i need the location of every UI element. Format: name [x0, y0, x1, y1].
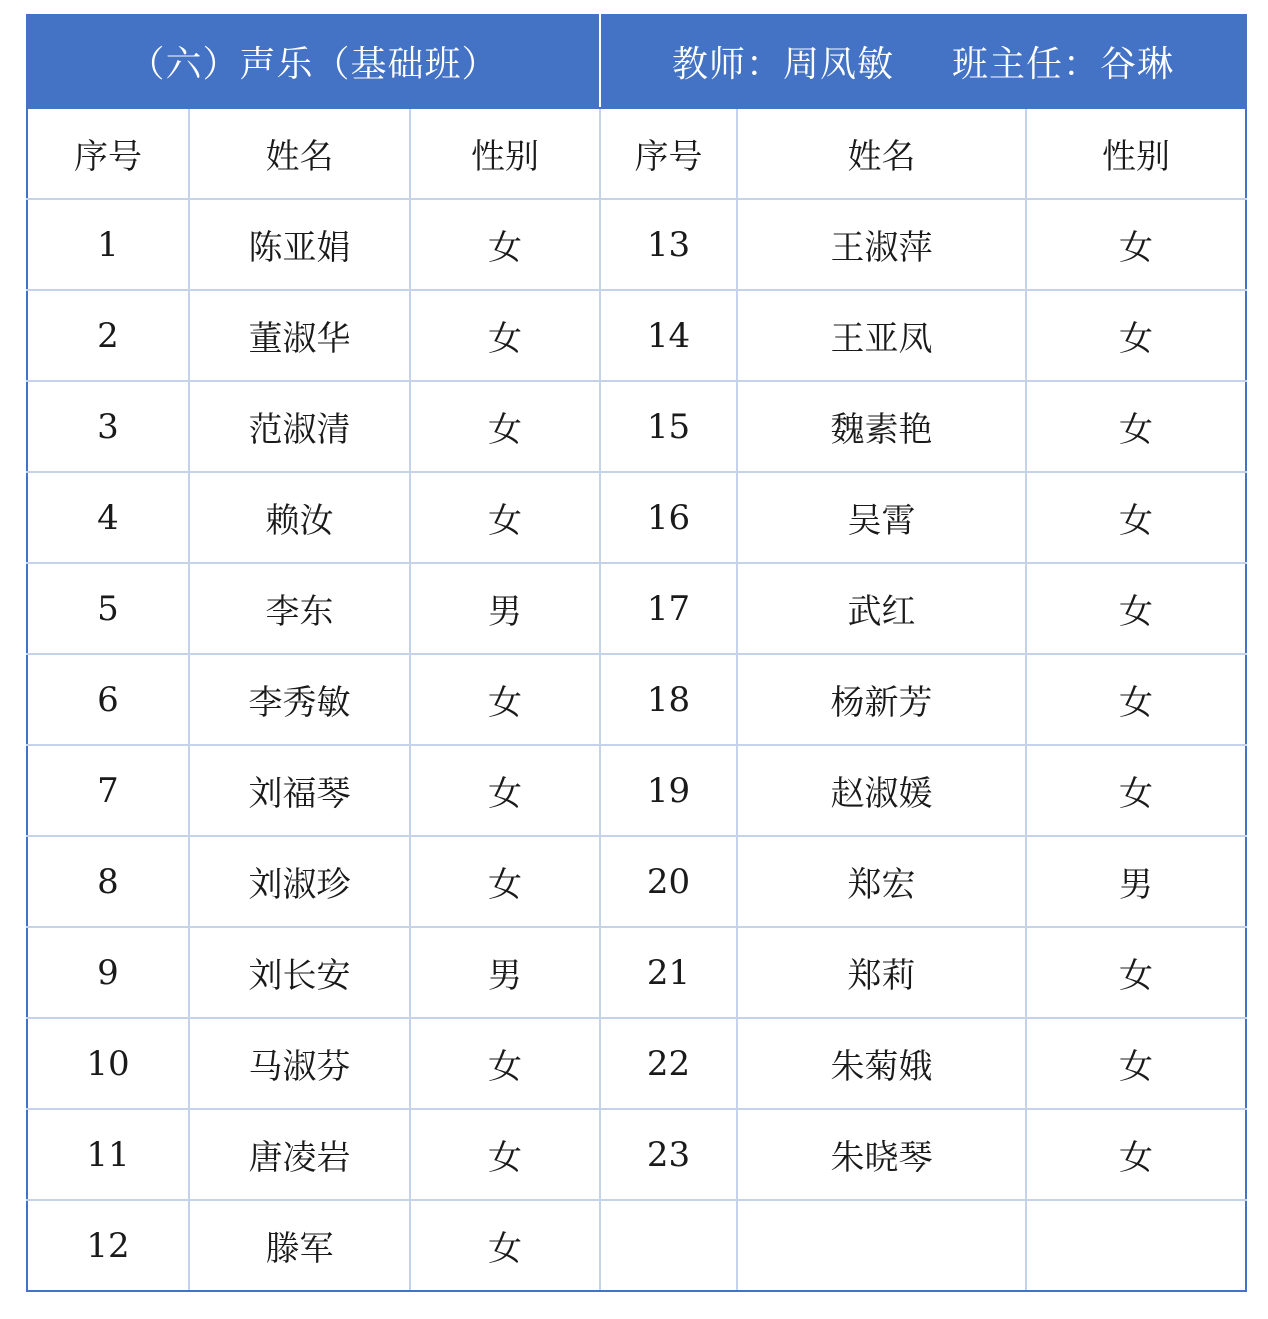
student-name-cell: 赖汝 — [189, 472, 410, 563]
student-name-cell: 吴霄 — [737, 472, 1026, 563]
student-no-cell: 4 — [27, 472, 189, 563]
student-name-cell: 郑莉 — [737, 927, 1026, 1018]
header-gender-left: 性别 — [410, 108, 600, 199]
student-no-cell: 22 — [600, 1018, 737, 1109]
table-row — [27, 563, 1246, 654]
student-no-cell: 20 — [600, 836, 737, 927]
student-no-cell: 8 — [27, 836, 189, 927]
student-gender-cell: 女 — [410, 472, 600, 563]
student-name-cell: 赵淑媛 — [737, 745, 1026, 836]
header-name-right: 姓名 — [737, 108, 1026, 199]
header-no-right: 序号 — [600, 108, 737, 199]
student-no-cell: 1 — [27, 199, 189, 290]
headteacher-name: 谷琳 — [1100, 44, 1175, 85]
student-name-cell: 武红 — [737, 563, 1026, 654]
student-gender-cell — [1026, 1200, 1246, 1291]
student-name-cell — [737, 1200, 1026, 1291]
student-gender-cell: 女 — [1026, 472, 1246, 563]
header-no-left: 序号 — [27, 108, 189, 199]
student-no-cell: 5 — [27, 563, 189, 654]
student-gender-cell: 女 — [410, 745, 600, 836]
student-gender-cell: 女 — [410, 381, 600, 472]
student-no-cell: 16 — [600, 472, 737, 563]
table-row — [27, 1109, 1246, 1200]
student-no-cell: 10 — [27, 1018, 189, 1109]
student-name-cell: 刘福琴 — [189, 745, 410, 836]
student-gender-cell: 女 — [410, 836, 600, 927]
table-row — [27, 836, 1246, 927]
student-gender-cell: 女 — [1026, 563, 1246, 654]
column-header-row — [27, 108, 1246, 199]
student-no-cell: 12 — [27, 1200, 189, 1291]
student-no-cell: 7 — [27, 745, 189, 836]
student-gender-cell: 女 — [410, 1018, 600, 1109]
table-row — [27, 1018, 1246, 1109]
student-gender-cell: 女 — [1026, 745, 1246, 836]
student-name-cell: 李秀敏 — [189, 654, 410, 745]
student-name-cell: 王亚凤 — [737, 290, 1026, 381]
student-name-cell: 董淑华 — [189, 290, 410, 381]
student-no-cell: 2 — [27, 290, 189, 381]
student-gender-cell: 男 — [410, 927, 600, 1018]
class-roster-table — [26, 14, 1247, 1292]
student-name-cell: 魏素艳 — [737, 381, 1026, 472]
student-name-cell: 杨新芳 — [737, 654, 1026, 745]
student-gender-cell: 女 — [1026, 1109, 1246, 1200]
student-name-cell: 刘长安 — [189, 927, 410, 1018]
student-no-cell: 21 — [600, 927, 737, 1018]
teacher-label: 教师： — [671, 44, 783, 85]
table-row — [27, 290, 1246, 381]
student-no-cell: 17 — [600, 563, 737, 654]
student-gender-cell: 女 — [1026, 290, 1246, 381]
header-gender-right: 性别 — [1026, 108, 1246, 199]
student-name-cell: 陈亚娟 — [189, 199, 410, 290]
student-gender-cell: 男 — [410, 563, 600, 654]
student-gender-cell: 男 — [1026, 836, 1246, 927]
student-gender-cell: 女 — [410, 199, 600, 290]
student-no-cell: 6 — [27, 654, 189, 745]
student-no-cell: 23 — [600, 1109, 737, 1200]
student-name-cell: 唐凌岩 — [189, 1109, 410, 1200]
header-name-left: 姓名 — [189, 108, 410, 199]
student-name-cell: 朱晓琴 — [737, 1109, 1026, 1200]
student-gender-cell: 女 — [410, 654, 600, 745]
table-row — [27, 1200, 1246, 1291]
student-no-cell: 19 — [600, 745, 737, 836]
student-no-cell: 13 — [600, 199, 737, 290]
student-no-cell: 18 — [600, 654, 737, 745]
student-name-cell: 马淑芬 — [189, 1018, 410, 1109]
student-gender-cell: 女 — [1026, 199, 1246, 290]
student-no-cell — [600, 1200, 737, 1291]
table-row — [27, 472, 1246, 563]
student-gender-cell: 女 — [410, 1109, 600, 1200]
student-name-cell: 范淑清 — [189, 381, 410, 472]
teacher-name: 周凤敏 — [783, 44, 895, 85]
table-row — [27, 654, 1246, 745]
staff-info — [600, 15, 1246, 108]
student-gender-cell: 女 — [1026, 381, 1246, 472]
student-name-cell: 李东 — [189, 563, 410, 654]
student-gender-cell: 女 — [410, 1200, 600, 1291]
student-no-cell: 15 — [600, 381, 737, 472]
student-name-cell: 刘淑珍 — [189, 836, 410, 927]
table-row — [27, 927, 1246, 1018]
student-no-cell: 14 — [600, 290, 737, 381]
student-no-cell: 3 — [27, 381, 189, 472]
class-title: （六）声乐（基础班） — [27, 15, 600, 108]
student-no-cell: 9 — [27, 927, 189, 1018]
student-gender-cell: 女 — [1026, 1018, 1246, 1109]
table-row — [27, 745, 1246, 836]
student-gender-cell: 女 — [410, 290, 600, 381]
student-name-cell: 滕军 — [189, 1200, 410, 1291]
student-name-cell: 朱菊娥 — [737, 1018, 1026, 1109]
student-no-cell: 11 — [27, 1109, 189, 1200]
student-gender-cell: 女 — [1026, 927, 1246, 1018]
student-gender-cell: 女 — [1026, 654, 1246, 745]
table-row — [27, 381, 1246, 472]
student-name-cell: 王淑萍 — [737, 199, 1026, 290]
student-name-cell: 郑宏 — [737, 836, 1026, 927]
headteacher-label: 班主任： — [952, 44, 1101, 85]
title-row — [27, 15, 1246, 108]
table-row — [27, 199, 1246, 290]
